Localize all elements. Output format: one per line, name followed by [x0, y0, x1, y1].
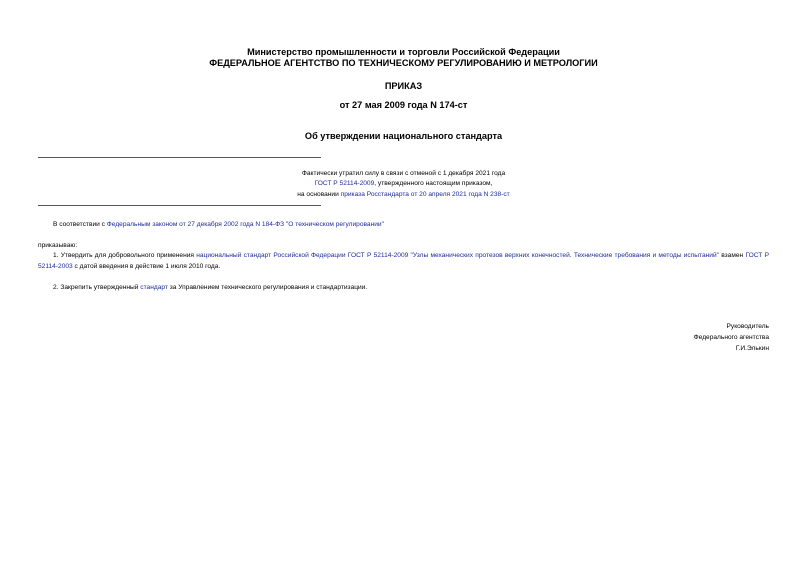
agency-title: ФЕДЕРАЛЬНОЕ АГЕНТСТВО ПО ТЕХНИЧЕСКОМУ РЕГУЛИРОВАНИЮ И МЕТРОЛОГИИ: [209, 58, 598, 68]
item1-suffix: с датой введения в действие 1 июля 2010 года.: [72, 263, 221, 270]
standard-link[interactable]: стандарт: [140, 284, 168, 291]
status-note-line3-prefix: на основании: [297, 191, 341, 198]
order-item-1: [38, 250, 769, 272]
document-date-number: от 27 мая 2009 года N 174-ст: [339, 100, 468, 110]
ministry-title: Министерство промышленности и торговли Российской Федерации: [247, 47, 560, 57]
preamble-prefix: В соответствии с: [53, 221, 107, 228]
document-type: ПРИКАЗ: [384, 81, 423, 91]
rosstandart-order-link[interactable]: приказа Росстандарта от 20 апреля 2021 года N 238-ст: [340, 191, 510, 198]
gost-2009-link[interactable]: ГОСТ Р 52114-2009: [314, 180, 375, 187]
item2-suffix: за Управлением технического регулирования и стандартизации.: [167, 284, 368, 291]
divider-bottom: [38, 205, 321, 206]
item1-prefix: 1. Утвердить для добровольного применения: [53, 252, 194, 259]
status-note-line1: Фактически утратил силу в связи с отменой с 1 декабря 2021 года: [301, 170, 506, 177]
item1-mid: взамен: [718, 252, 746, 259]
order-word: приказываю:: [38, 242, 78, 249]
item2-prefix: 2. Закрепить утвержденный: [53, 284, 141, 291]
divider-top: [38, 157, 321, 158]
preamble: [38, 219, 769, 230]
signature-position: Руководитель: [726, 323, 769, 330]
order-item-2: [38, 282, 769, 293]
status-note-line2: [38, 179, 769, 189]
document-subject: Об утверждении национального стандарта: [304, 131, 503, 141]
signature-name: Г.И.Элькин: [735, 345, 769, 352]
national-standard-link[interactable]: национальный стандарт Российской Федерации ГОСТ Р 52114-2009 "Узлы механических протезов верхних конечностей. Технические требования и методы испытаний": [196, 252, 719, 259]
federal-law-link[interactable]: Федеральным законом от 27 декабря 2002 года N 184-ФЗ "О техническом регулировании": [106, 221, 384, 228]
signature-agency: Федерального агентства: [693, 334, 769, 341]
status-note-line3: [38, 190, 769, 200]
gost-2003-link[interactable]: ГОСТ Р 52114-2003: [38, 252, 769, 270]
status-note-line2-text: , утвержденного настоящим приказом,: [374, 180, 493, 187]
